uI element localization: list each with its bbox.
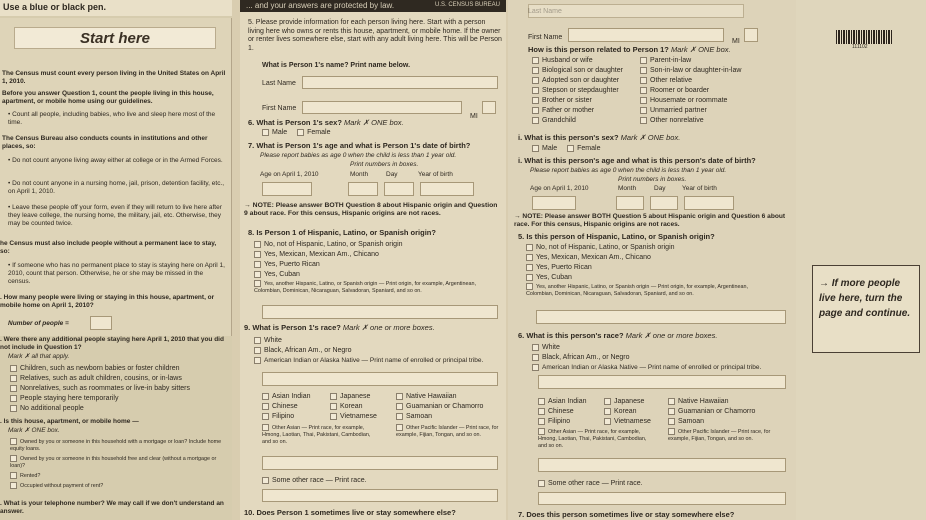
tribe-input[interactable] [538,375,786,389]
permanent-place-text: he Census must also include people without a permanent lace to stay, so: [0,240,217,255]
checkbox[interactable] [532,77,539,84]
checkbox[interactable] [604,418,611,425]
q8-options [254,240,502,295]
race-question: 6. What is this person's race? Mark ✗ one or more boxes. [518,331,718,340]
q8-option[interactable]: Yes, another Hispanic, Latino, or Spanish origin — Print origin, for example, Argentinean, Colombian, Dominican, Nicaraguan, Salvadoran, Spaniard, and so on. [254,280,476,294]
month-label: Month [618,185,637,192]
checkbox[interactable] [262,403,269,410]
census-count-text: The Census must count every person living in the United States on April 1, 2010. [2,70,226,85]
checkbox[interactable] [254,347,261,354]
checkbox[interactable] [330,413,337,420]
hispanic-race-note: → NOTE: Please answer BOTH Question 8 about Hispanic origin and Question 9 about race. For this census, Hispanic origins are not races. [244,202,498,217]
question-5: 5. Please provide information for each person living here. Start with a person living here who owns or rents this house, apartment, or mobile home. If the owner or renter lives somewhere else, start with any adult living here. This will be Person 1. [248,19,502,52]
checkbox[interactable] [532,87,539,94]
checkbox[interactable] [262,413,269,420]
hispanic-options [526,243,790,298]
checkbox[interactable] [254,271,261,278]
race-option[interactable]: Chinese [538,407,574,417]
last-name-input[interactable] [302,76,498,89]
race-top-options [532,343,792,373]
age-question: i. What is this person's age and what is this person's date of birth? [518,156,756,165]
race-option[interactable]: Samoan [668,417,704,427]
checkbox[interactable] [532,145,539,152]
day-label: Day [654,185,666,192]
question-10: 10. Does Person 1 sometimes live or stay somewhere else? [244,508,456,517]
question-3: . Is this house, apartment, or mobile home — [0,418,139,425]
checkbox[interactable] [668,418,675,425]
q3-option[interactable]: Owned by you or someone in this household with a mortgage or loan? Include home equity loans. [10,438,222,452]
hispanic-origin-input[interactable] [536,310,786,324]
checkbox[interactable] [532,344,539,351]
checkbox[interactable] [254,357,261,364]
guideline-bullet-2: • Do not count anyone living away either at college or in the Armed Forces. [8,157,223,164]
race-option[interactable]: Native Hawaiian [396,392,457,402]
checkbox[interactable] [668,398,675,405]
q2-option[interactable]: Nonrelatives, such as roommates or live-in baby sitters [10,384,190,394]
race-option[interactable]: Guamanian or Chamorro [396,402,483,412]
relationship-option[interactable]: Unmarried partner [640,106,741,116]
first-name-label: First Name [262,105,297,112]
race-option[interactable]: American Indian or Alaska Native — Print name of enrolled or principal tribe. [254,356,502,366]
print-numbers-label: Print numbers in boxes. [350,161,419,168]
checkbox[interactable] [640,87,647,94]
relationship-option[interactable]: Grandchild [532,116,623,126]
guideline-bullet-3: • Do not count anyone in a nursing home, jail, prison, detention facility, etc., on April 1, 2010. [8,180,225,195]
some-other-race-input[interactable] [262,489,498,502]
q3-option[interactable]: Owned by you or someone in this household free and clear (without a mortgage or loan)? [10,455,217,469]
checkbox[interactable] [10,405,17,412]
checkbox[interactable] [254,251,261,258]
relationship-option[interactable]: Adopted son or daughter [532,76,623,86]
male-option[interactable]: Male [262,129,287,136]
hispanic-option[interactable]: Yes, Puerto Rican [526,263,790,273]
checkbox[interactable] [532,354,539,361]
relationship-option[interactable]: Son-in-law or daughter-in-law [640,66,741,76]
banner-mid-strip [240,0,506,12]
checkbox[interactable] [330,403,337,410]
checkbox[interactable] [297,129,304,136]
checkbox[interactable] [668,428,675,435]
birth-month-input[interactable] [616,196,644,210]
q2-option[interactable]: Children, such as newborn babies or foster children [10,364,190,374]
last-name-input[interactable] [528,4,744,18]
checkbox[interactable] [567,145,574,152]
checkbox[interactable] [640,97,647,104]
q2-option[interactable]: People staying here temporarily [10,394,190,404]
relationship-option[interactable]: Father or mother [532,106,623,116]
relationship-option[interactable]: Other nonrelative [640,116,741,126]
female-option[interactable]: Female [567,145,600,152]
age-label: Age on April 1, 2010 [260,171,319,178]
q2-option[interactable]: No additional people [10,404,190,414]
other-asian-option[interactable]: Other Asian — Print race, for example, Hmong, Laotian, Thai, Pakistani, Cambodian, and so on. [538,428,647,449]
checkbox[interactable] [532,117,539,124]
race-option[interactable]: Japanese [604,397,644,407]
sex-options [262,128,330,138]
checkbox[interactable] [532,97,539,104]
relationship-option[interactable]: Husband or wife [532,56,623,66]
checkbox[interactable] [640,107,647,114]
hispanic-race-note: → NOTE: Please answer BOTH Question 5 about Hispanic origin and Question 6 about race. For this census, Hispanic origins are not races. [514,213,786,228]
race-option[interactable]: Korean [330,402,363,412]
start-here-heading: Start here [14,27,216,49]
checkbox[interactable] [526,283,533,290]
year-label: Year of birth [418,171,453,178]
checkbox[interactable] [604,408,611,415]
checkbox[interactable] [254,337,261,344]
checkbox[interactable] [532,107,539,114]
age-input[interactable] [532,196,576,210]
sex-options [532,144,600,154]
relationship-option[interactable]: Biological son or daughter [532,66,623,76]
some-other-race-option[interactable]: Some other race — Print race. [262,476,367,486]
institutions-text: The Census Bureau also conducts counts in institutions and other places, so: [2,135,208,150]
checkbox[interactable] [254,241,261,248]
checkbox[interactable] [10,375,17,382]
sex-question: i. What is this person's sex? Mark ✗ ONE box. [518,133,681,142]
race-option[interactable]: Black, African Am., or Negro [532,353,792,363]
before-answer-text: Before you answer Question 1, count the people living in this house, apartment, or mobile home using our guidelines. [2,90,214,105]
barcode-number: 111102 [852,44,868,50]
hispanic-option[interactable]: Yes, Mexican, Mexican Am., Chicano [526,253,790,263]
question-7: 7. What is Person 1's age and what is Person 1's date of birth? [248,141,471,150]
guidelines-panel [0,18,232,336]
number-of-people-input[interactable] [90,316,112,330]
q3-options [10,438,224,490]
other-pacific-option[interactable]: Other Pacific Islander — Print race, for example, Fijian, Tongan, and so on. [396,424,499,438]
checkbox[interactable] [538,480,545,487]
checkbox[interactable] [532,67,539,74]
protected-by-law-text: ... and your answers are protected by law. [246,1,395,10]
person-1-column [240,0,506,520]
checkbox[interactable] [640,77,647,84]
person-1-name-label: What is Person 1's name? Print name below. [262,62,411,69]
race-option[interactable]: Vietnamese [604,417,651,427]
person-2-column [508,0,796,520]
checkbox[interactable] [604,398,611,405]
question-3-mark: Mark ✗ ONE box. [8,427,60,434]
race-option[interactable]: Vietnamese [330,412,377,422]
guideline-bullet-1: • Count all people, including babies, who live and sleep here most of the time. [8,111,216,126]
banner-left-strip [0,0,232,16]
other-pacific-option[interactable]: Other Pacific Islander — Print race, for example, Fijian, Tongan, and so on. [668,428,771,442]
checkbox[interactable] [526,264,533,271]
relationship-option[interactable]: Parent-in-law [640,56,741,66]
checkbox[interactable] [10,482,17,489]
birth-year-input[interactable] [684,196,734,210]
relationship-option[interactable]: Roomer or boarder [640,86,741,96]
middle-initial-input[interactable] [482,101,496,114]
race-option[interactable]: White [254,336,502,346]
number-of-people-label: Number of people = [8,320,69,327]
q2-options [10,364,190,414]
q8-option[interactable]: Yes, Cuban [254,270,502,280]
q8-option[interactable]: No, not of Hispanic, Latino, or Spanish origin [254,240,502,250]
age-input[interactable] [262,182,312,196]
year-label: Year of birth [682,185,717,192]
some-other-race-option[interactable]: Some other race — Print race. [538,479,643,489]
checkbox[interactable] [538,428,545,435]
race-option[interactable]: Asian Indian [538,397,587,407]
race-option[interactable]: Korean [604,407,637,417]
hispanic-option[interactable]: Yes, Cuban [526,273,790,283]
male-option[interactable]: Male [532,145,557,152]
month-label: Month [350,171,369,178]
checkbox[interactable] [254,280,261,287]
race-option[interactable]: Samoan [396,412,432,422]
first-name-label: First Name [528,34,563,41]
babies-note: Please report babies as age 0 when the child is less than 1 year old. [530,167,727,174]
other-race-group-input[interactable] [538,458,786,472]
last-name-label: Last Name [262,80,296,87]
birth-day-input[interactable] [384,182,414,196]
checkbox[interactable] [254,261,261,268]
pen-instruction: Use a blue or black pen. [3,2,107,12]
race-top-options [254,336,502,366]
relationship-options-right [640,56,741,126]
race-option[interactable]: White [532,343,792,353]
question-8: 8. Is Person 1 of Hispanic, Latino, or Spanish origin? [248,228,436,237]
birth-day-input[interactable] [650,196,678,210]
relationship-question: How is this person related to Person 1? Mark ✗ ONE box. [528,45,731,54]
checkbox[interactable] [396,413,403,420]
checkbox[interactable] [668,408,675,415]
q3-option[interactable]: Rented? [10,472,224,480]
checkbox[interactable] [396,424,403,431]
tribe-input[interactable] [262,372,498,386]
checkbox[interactable] [640,67,647,74]
checkbox[interactable] [10,438,17,445]
relationship-option[interactable]: Stepson or stepdaughter [532,86,623,96]
other-asian-option[interactable]: Other Asian — Print race, for example, Hmong, Laotian, Thai, Pakistani, Cambodian, and so on. [262,424,371,445]
checkbox[interactable] [262,393,269,400]
checkbox[interactable] [538,408,545,415]
relationship-option[interactable]: Other relative [640,76,741,86]
day-label: Day [386,171,398,178]
other-race-group-input[interactable] [262,456,498,470]
mi-label: MI [470,113,478,120]
checkbox[interactable] [526,274,533,281]
barcode-image [836,30,892,44]
checkbox[interactable] [396,403,403,410]
relationship-options-left [532,56,623,126]
race-option[interactable]: Black, African Am., or Negro [254,346,502,356]
question-1: . How many people were living or staying in this house, apartment, or mobile home on April 1, 2010? [0,294,215,309]
some-other-race-input[interactable] [538,492,786,505]
birth-year-input[interactable] [420,182,474,196]
continue-instruction: → If more people live here, turn the page and continue. [812,265,920,353]
race-option[interactable]: Asian Indian [262,392,311,402]
guideline-bullet-4: • Leave these people off your form, even if they will return to live here after they leave college, the nursing home, the military, jail, etc. Otherwise, they may be counted twice. [8,204,222,227]
race-option[interactable]: Native Hawaiian [668,397,729,407]
census-bureau-text: U.S. CENSUS BUREAU [434,2,500,8]
question-2: . Were there any additional people staying here April 1, 2010 that you did not include in Question 1? [0,336,224,351]
print-numbers-label: Print numbers in boxes. [618,176,687,183]
checkbox[interactable] [262,129,269,136]
female-option[interactable]: Female [297,129,330,136]
first-name-input[interactable] [302,101,462,114]
q8-option[interactable]: Yes, Mexican, Mexican Am., Chicano [254,250,502,260]
birth-month-input[interactable] [348,182,378,196]
middle-initial-input[interactable] [744,28,758,42]
first-name-input[interactable] [568,28,724,42]
checkbox[interactable] [10,472,17,479]
race-option[interactable]: Filipino [262,412,294,422]
stay-elsewhere-question: 7. Does this person sometimes live or stay somewhere else? [518,510,735,519]
relationship-option[interactable]: Housemate or roommate [640,96,741,106]
checkbox[interactable] [538,398,545,405]
hispanic-option[interactable]: No, not of Hispanic, Latino, or Spanish origin [526,243,790,253]
checkbox[interactable] [10,455,17,462]
race-option[interactable]: Japanese [330,392,370,402]
question-6: 6. What is Person 1's sex? Mark ✗ ONE box. [248,118,404,127]
q3-option[interactable]: Occupied without payment of rent? [10,482,224,490]
checkbox[interactable] [532,57,539,64]
race-option[interactable]: Chinese [262,402,298,412]
race-option[interactable]: Guamanian or Chamorro [668,407,755,417]
checkbox[interactable] [10,395,17,402]
hispanic-origin-input[interactable] [262,305,498,319]
hispanic-question: 5. Is this person of Hispanic, Latino, or Spanish origin? [518,232,715,241]
checkbox[interactable] [526,254,533,261]
checkbox[interactable] [262,424,269,431]
age-label: Age on April 1, 2010 [530,185,589,192]
checkbox[interactable] [526,244,533,251]
guideline-bullet-5: • If someone who has no permanent place to stay is staying here on April 1, 2010, count that person. Otherwise, he or she may be missed in the census. [8,262,225,285]
checkbox[interactable] [330,393,337,400]
checkbox[interactable] [396,393,403,400]
question-2-mark: Mark ✗ all that apply. [8,353,70,360]
checkbox[interactable] [538,418,545,425]
race-option[interactable]: Filipino [538,417,570,427]
q8-option[interactable]: Yes, Puerto Rican [254,260,502,270]
checkbox[interactable] [10,385,17,392]
babies-note: Please report babies as age 0 when the child is less than 1 year old. [260,152,457,159]
q2-option[interactable]: Relatives, such as adult children, cousins, or in-laws [10,374,190,384]
checkbox[interactable] [532,364,539,371]
question-4: . What is your telephone number? We may call if we don't understand an answer. [0,500,224,515]
left-column [0,0,232,520]
question-9: 9. What is Person 1's race? Mark ✗ one or more boxes. [244,323,435,332]
checkbox[interactable] [262,477,269,484]
mi-label: MI [732,38,740,45]
race-option[interactable]: American Indian or Alaska Native — Print name of enrolled or principal tribe. [532,363,792,373]
far-right-margin [796,0,926,520]
hispanic-option[interactable]: Yes, another Hispanic, Latino, or Spanish origin — Print origin, for example, Argentinean, Colombian, Dominican, Nicaraguan, Salvadoran, Spaniard, and so on. [526,283,748,297]
checkbox[interactable] [640,117,647,124]
checkbox[interactable] [640,57,647,64]
relationship-option[interactable]: Brother or sister [532,96,623,106]
checkbox[interactable] [10,365,17,372]
